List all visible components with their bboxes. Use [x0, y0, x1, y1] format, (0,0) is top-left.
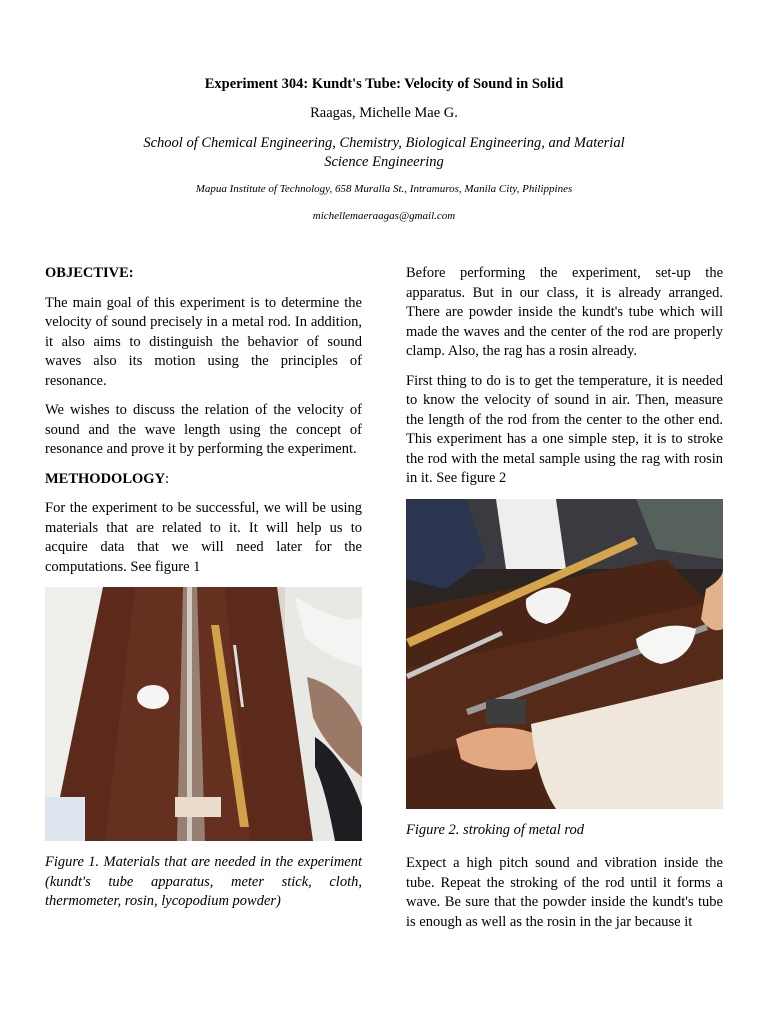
- institution-address: Mapua Institute of Technology, 658 Muralla St., Intramuros, Manila City, Philippines: [195, 183, 573, 195]
- methodology-paragraph-1: For the experiment to be successful, we will be using materials that are related to it. It will help us to acquire data that we will need later for the computations. See figure 1: [45, 500, 362, 575]
- methodology-heading-colon: :: [165, 470, 170, 487]
- figure-1-photo: [45, 587, 362, 841]
- figure-2-illustration: [406, 499, 723, 809]
- objective-paragraph-2: We wishes to discuss the relation of the velocity of sound and the wave length using the concept of resonance and prove it by performing the experiment.: [45, 402, 362, 457]
- procedure-paragraph: First thing to do is to get the temperature, it is needed to know the velocity of sound in air. Then, measure the length of the rod from the center to the other end. This experiment has a one simple step, it is to stroke the rod with the metal sample using the rag with rosin in it. See figure 2: [406, 372, 723, 486]
- paper-title: Experiment 304: Kundt's Tube: Velocity of Sound in Solid: [204, 76, 564, 92]
- setup-paragraph: Before performing the experiment, set-up the apparatus. But in our class, it is already arranged. There are powder inside the kundt's tube which will made the waves and the center of the rod are properly clamp. Also, the rag has a rosin already.: [406, 265, 723, 359]
- right-column: [406, 264, 723, 942]
- figure-2-caption: Figure 2. stroking of metal rod: [406, 821, 585, 838]
- figure-1-caption: Figure 1. Materials that are needed in the experiment (kundt's tube apparatus, meter stick, cloth, thermometer, rosin, lycopodium powder): [45, 854, 362, 909]
- left-column: [45, 264, 362, 922]
- figure-2-photo: [406, 499, 723, 809]
- methodology-heading: [45, 470, 362, 490]
- objective-heading: OBJECTIVE:: [45, 265, 134, 281]
- objective-paragraph-1: The main goal of this experiment is to determine the velocity of sound precisely in a metal rod. In addition, it also aims to distinguish the behavior of sound waves also its motion using the principles of resonance.: [45, 294, 362, 389]
- school-affiliation: School of Chemical Engineering, Chemistry, Biological Engineering, and Material Science Engineering: [143, 135, 625, 170]
- methodology-heading-text: METHODOLOGY: [45, 470, 166, 487]
- author-name: Raagas, Michelle Mae G.: [310, 105, 458, 121]
- author-email: michellemaeraagas@gmail.com: [312, 210, 456, 222]
- expectation-paragraph: Expect a high pitch sound and vibration inside the tube. Repeat the stroking of the rod until it forms a wave. Be sure that the powder inside the kundt's tube is enough as well as the rosin in the jar because it: [406, 855, 723, 930]
- figure-1-illustration: [45, 587, 362, 841]
